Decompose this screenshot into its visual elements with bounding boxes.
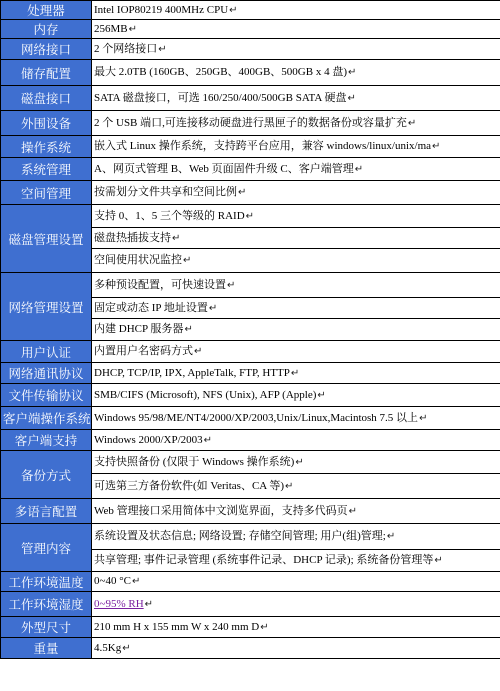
paragraph-mark-icon: ↵	[203, 434, 213, 446]
spec-value: DHCP, TCP/IP, IPX, AppleTalk, FTP, HTTP	[94, 366, 290, 379]
spec-value: 0~40 °C	[94, 575, 131, 587]
spec-value-cell	[92, 181, 500, 205]
spec-row	[1, 273, 500, 298]
spec-row	[1, 451, 500, 474]
paragraph-mark-icon: ↵	[128, 23, 138, 35]
spec-value: 系统设置及状态信息; 网络设置; 存储空间管理; 用户(组)管理;	[94, 530, 386, 542]
spec-label: 工作环境湿度	[1, 592, 92, 617]
spec-value: 支持快照备份 (仅限于 Windows 操作系统)	[94, 455, 295, 468]
spec-value: A、网页式管理 B、Web 页面固件升级 C、客户端管理	[94, 162, 354, 175]
spec-value-cell	[92, 524, 500, 550]
paragraph-mark-icon: ↵	[317, 389, 326, 401]
spec-value-cell	[92, 407, 500, 430]
spec-value-cell	[92, 249, 500, 273]
spec-value-cell	[92, 298, 500, 319]
spec-row	[1, 39, 500, 60]
paragraph-mark-icon: ↵	[295, 456, 304, 468]
spec-value: 256MB	[94, 22, 128, 35]
spec-value: 最大 2.0TB (160GB、250GB、400GB、500GB x 4 盘)	[94, 66, 348, 78]
paragraph-mark-icon: ↵	[354, 163, 364, 175]
spec-label: 磁盘接口	[1, 86, 92, 111]
spec-row	[1, 136, 500, 158]
spec-label: 文件传输协议	[1, 384, 92, 407]
spec-value-cell	[92, 111, 500, 136]
spec-label: 用户认证	[1, 341, 92, 363]
spec-value-cell	[92, 617, 500, 638]
spec-value-cell	[92, 136, 500, 158]
paragraph-mark-icon: ↵	[158, 43, 167, 55]
spec-row	[1, 407, 500, 430]
spec-value-cell	[92, 384, 500, 407]
spec-row	[1, 430, 500, 451]
paragraph-mark-icon: ↵	[184, 324, 193, 335]
paragraph-mark-icon: ↵	[348, 505, 358, 517]
spec-value: 内置用户名密码方式	[94, 345, 193, 357]
spec-value-cell	[92, 60, 500, 86]
spec-value: 210 mm H x 155 mm W x 240 mm D	[94, 620, 260, 633]
spec-row	[1, 181, 500, 205]
spec-row	[1, 20, 500, 39]
paragraph-mark-icon: ↵	[260, 621, 269, 633]
spec-value-cell	[92, 205, 500, 228]
spec-label: 网络通讯协议	[1, 363, 92, 384]
spec-value: Intel IOP80219 400MHz CPU	[94, 3, 229, 16]
spec-label: 内存	[1, 20, 92, 39]
spec-value: 多种预设配置，可快速设置	[94, 278, 226, 291]
paragraph-mark-icon: ↵	[131, 576, 141, 587]
spec-row	[1, 158, 500, 181]
spec-value: 可选第三方备份软件(如 Veritas、CA 等)	[94, 479, 285, 492]
spec-value: 按需划分文件共享和空间比例	[94, 186, 237, 198]
spec-value: SMB/CIFS (Microsoft), NFS (Unix), AFP (Apple)	[94, 388, 317, 401]
spec-value-cell	[92, 20, 500, 39]
spec-row	[1, 592, 500, 617]
spec-value: 共享管理; 事件记录管理 (系统事件记录、DHCP 记录); 系统备份管理等	[94, 554, 434, 566]
spec-label: 网络接口	[1, 39, 92, 60]
spec-value: 支持 0、1、5 三个等级的 RAID	[94, 209, 245, 222]
spec-value-cell	[92, 572, 500, 592]
spec-value: 0~95% RH	[94, 597, 144, 610]
paragraph-mark-icon: ↵	[238, 187, 247, 198]
spec-label: 外型尺寸	[1, 617, 92, 638]
spec-value: 固定或动态 IP 地址设置	[94, 301, 208, 314]
paragraph-mark-icon: ↵	[348, 67, 357, 78]
spec-value-cell	[92, 228, 500, 249]
paragraph-mark-icon: ↵	[290, 367, 300, 379]
spec-value: 4.5Kg	[94, 641, 122, 654]
spec-label: 重量	[1, 638, 92, 659]
spec-value-cell	[92, 474, 500, 499]
spec-value-cell	[92, 158, 500, 181]
paragraph-mark-icon: ↵	[144, 598, 154, 610]
spec-row	[1, 384, 500, 407]
spec-label: 备份方式	[1, 451, 92, 499]
spec-row	[1, 499, 500, 524]
spec-label: 多语言配置	[1, 499, 92, 524]
spec-value-cell	[92, 273, 500, 298]
spec-row	[1, 205, 500, 228]
spec-value-cell	[92, 430, 500, 451]
spec-row	[1, 341, 500, 363]
spec-value-cell	[92, 86, 500, 111]
spec-value-cell	[92, 499, 500, 524]
spec-label: 储存配置	[1, 60, 92, 86]
spec-value: 嵌入式 Linux 操作系统，支持跨平台应用，兼容 windows/linux/unix/ma	[94, 140, 432, 152]
spec-row	[1, 363, 500, 384]
paragraph-mark-icon: ↵	[432, 141, 441, 152]
paragraph-mark-icon: ↵	[122, 642, 131, 654]
paragraph-mark-icon: ↵	[245, 210, 255, 222]
paragraph-mark-icon: ↵	[407, 117, 417, 129]
spec-row	[1, 1, 500, 20]
spec-value-cell	[92, 638, 500, 659]
paragraph-mark-icon: ↵	[194, 346, 203, 357]
spec-value: Web 管理接口采用简体中文浏览界面，支持多代码页	[94, 504, 348, 517]
paragraph-mark-icon: ↵	[347, 92, 356, 104]
spec-label: 处理器	[1, 1, 92, 20]
spec-row	[1, 111, 500, 136]
spec-value: 空间使用状况监控	[94, 254, 182, 266]
spec-value: 磁盘热插拔支持	[94, 231, 171, 244]
spec-value: 2 个 USB 端口,可连接移动硬盘进行黑匣子的数据备份或容量扩充	[94, 116, 407, 129]
paragraph-mark-icon: ↵	[183, 255, 192, 266]
spec-value-cell	[92, 39, 500, 60]
spec-value: 2 个网络接口	[94, 42, 158, 55]
spec-label: 外围设备	[1, 111, 92, 136]
spec-label: 磁盘管理设置	[1, 205, 92, 273]
paragraph-mark-icon: ↵	[434, 555, 443, 566]
paragraph-mark-icon: ↵	[285, 480, 294, 492]
paragraph-mark-icon: ↵	[172, 232, 181, 244]
spec-label: 操作系统	[1, 136, 92, 158]
paragraph-mark-icon: ↵	[419, 412, 428, 424]
spec-row	[1, 617, 500, 638]
paragraph-mark-icon: ↵	[229, 4, 238, 16]
spec-row	[1, 86, 500, 111]
spec-row	[1, 60, 500, 86]
spec-label: 客户端支持	[1, 430, 92, 451]
paragraph-mark-icon: ↵	[386, 531, 396, 542]
spec-value-cell	[92, 451, 500, 474]
spec-value: Windows 2000/XP/2003	[94, 433, 203, 446]
spec-label: 系统管理	[1, 158, 92, 181]
spec-label: 空间管理	[1, 181, 92, 205]
paragraph-mark-icon: ↵	[227, 279, 236, 291]
spec-label: 客户端操作系统	[1, 407, 92, 430]
spec-label: 工作环境温度	[1, 572, 92, 592]
spec-label: 网络管理设置	[1, 273, 92, 341]
paragraph-mark-icon: ↵	[208, 302, 218, 314]
spec-value-cell	[92, 363, 500, 384]
spec-label: 管理内容	[1, 524, 92, 572]
spec-value-cell	[92, 319, 500, 341]
spec-value-cell	[92, 1, 500, 20]
spec-row	[1, 524, 500, 550]
spec-value-cell	[92, 341, 500, 363]
spec-row	[1, 638, 500, 659]
spec-value: 内建 DHCP 服务器	[94, 323, 184, 335]
spec-row	[1, 572, 500, 592]
spec-value-cell	[92, 592, 500, 617]
spec-value: SATA 磁盘接口，可选 160/250/400/500GB SATA 硬盘	[94, 91, 347, 104]
spec-value: Windows 95/98/ME/NT4/2000/XP/2003,Unix/Linux,Macintosh 7.5 以上	[94, 411, 419, 424]
spec-value-cell	[92, 550, 500, 572]
